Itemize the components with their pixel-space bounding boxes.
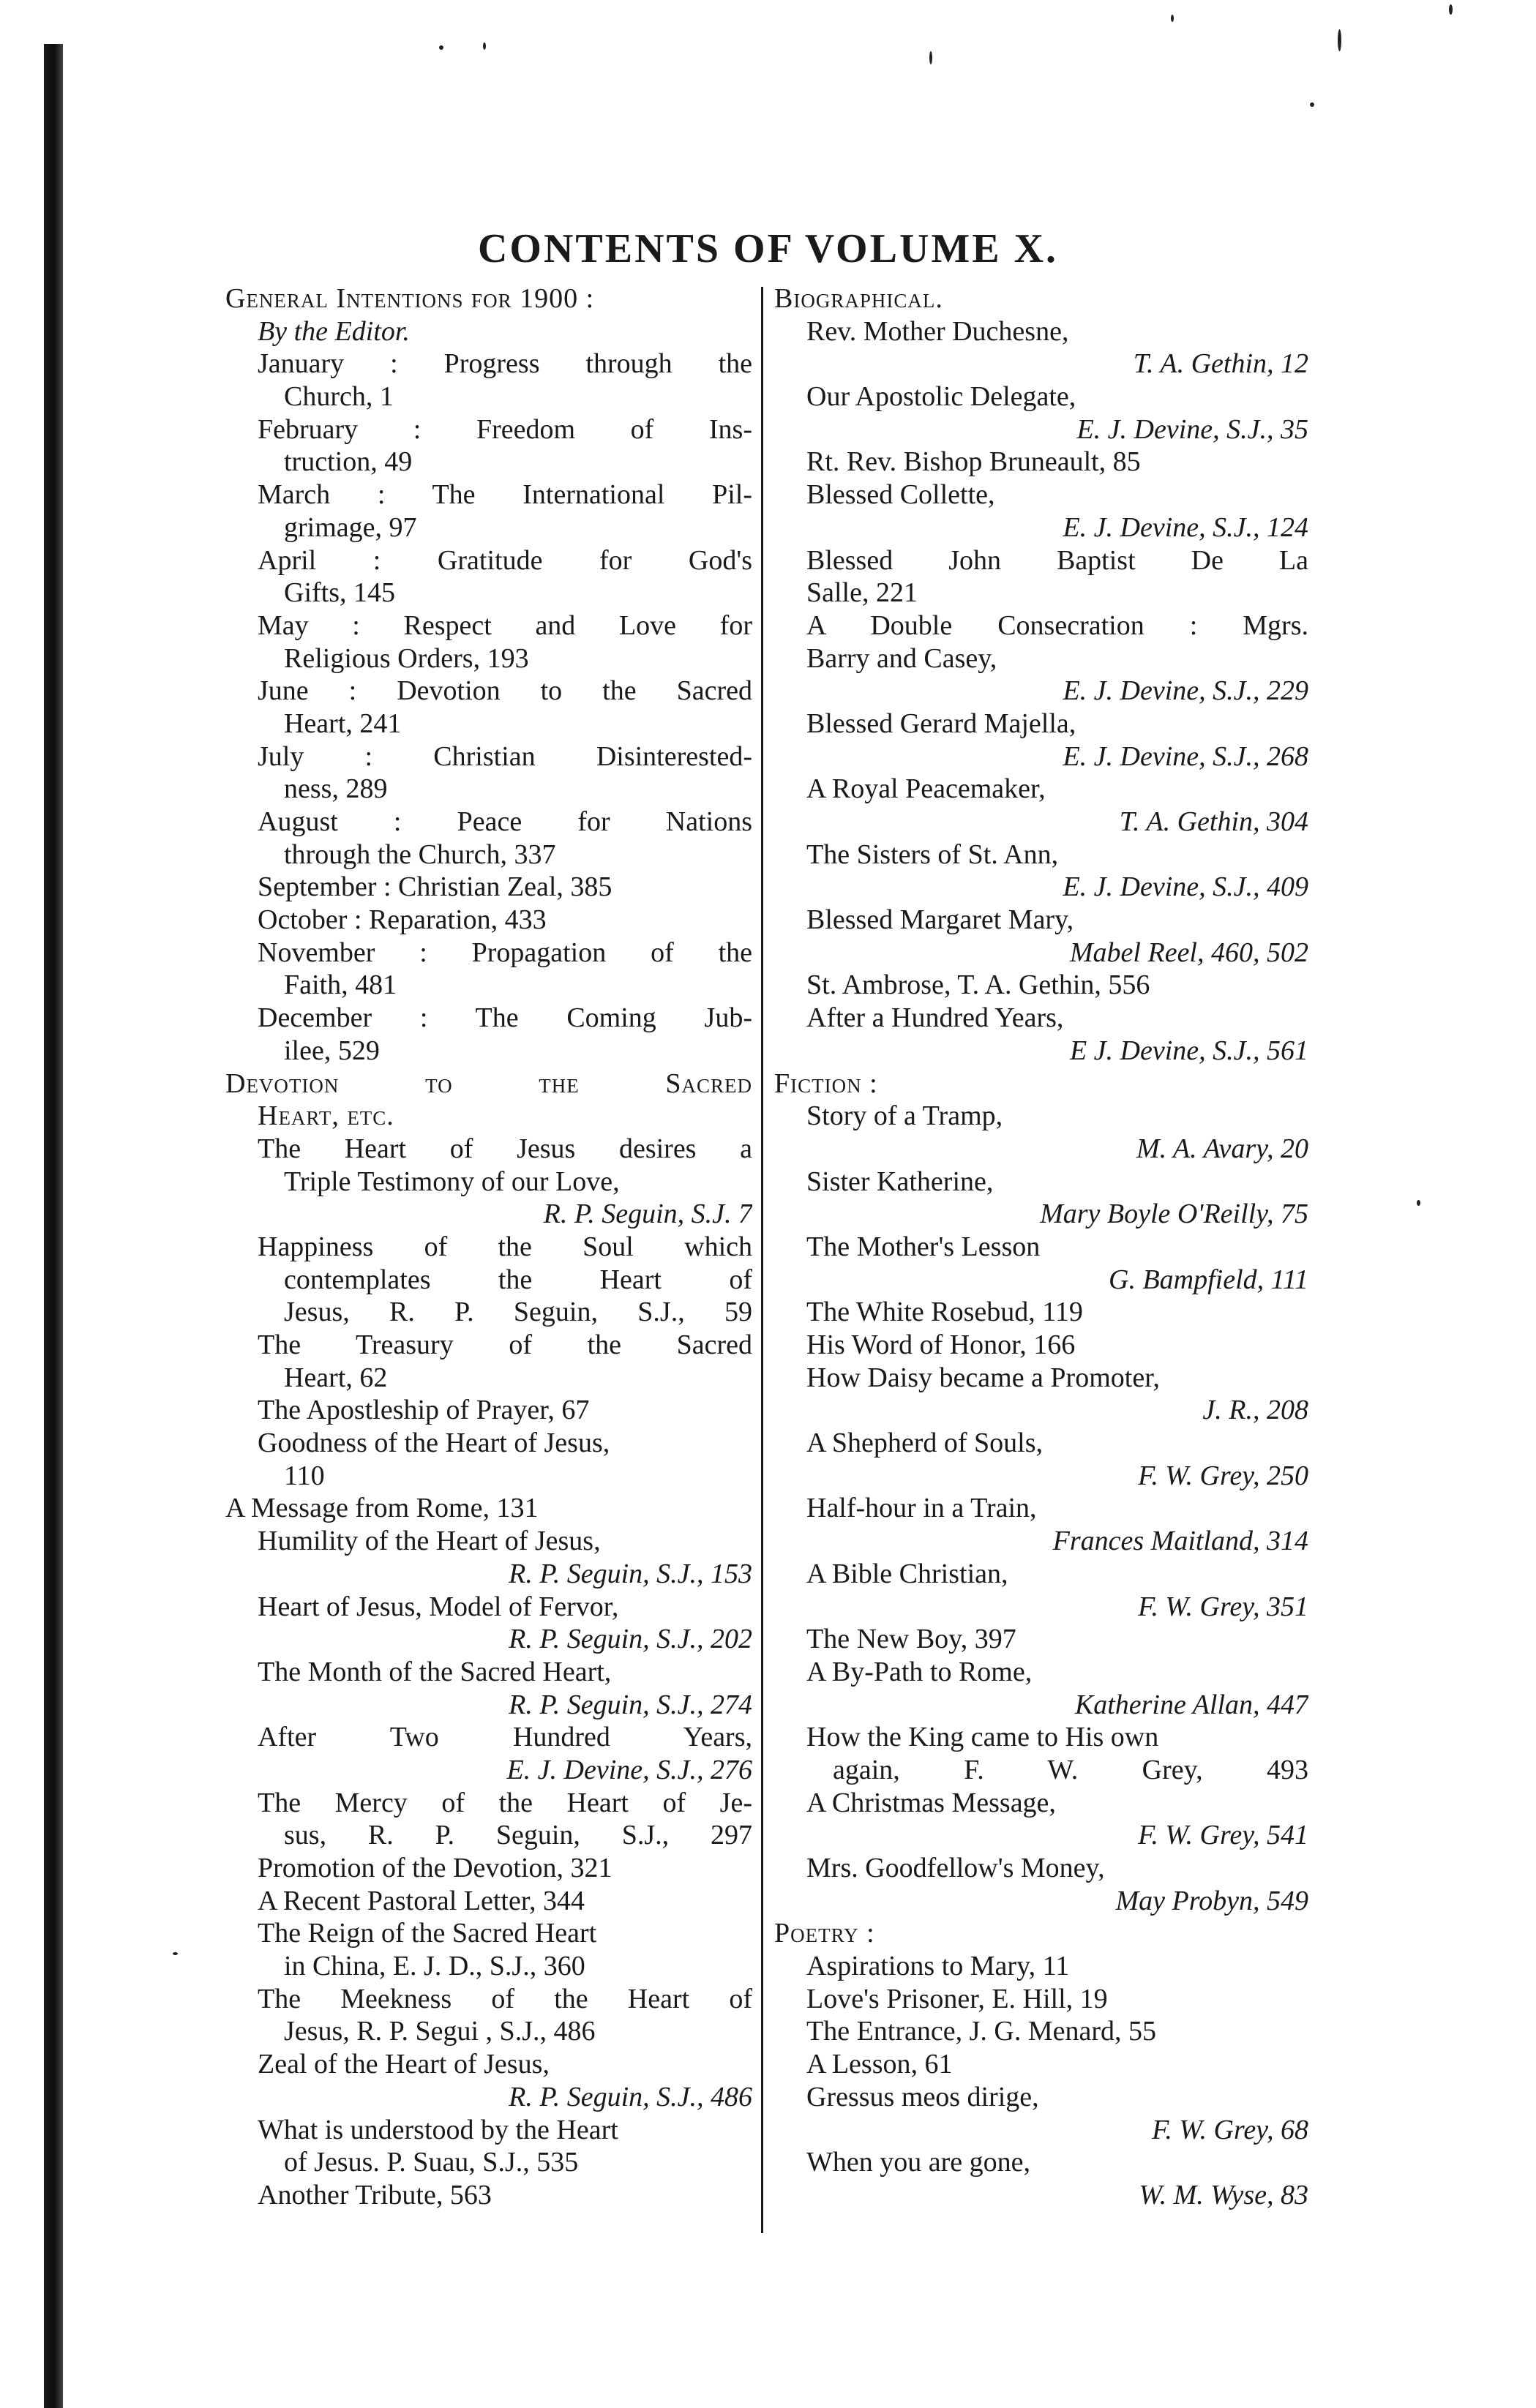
contents-line: contemplates the Heart of (284, 1264, 752, 1295)
contents-line: June : Devotion to the Sacred (258, 675, 752, 707)
contents-column-right (774, 282, 1308, 2212)
contents-line: M. A. Avary, 20 (1136, 1133, 1308, 1164)
contents-line: The Mother's Lesson (806, 1231, 1041, 1262)
contents-line: Zeal of the Heart of Jesus, (258, 2049, 550, 2080)
contents-line: November : Propagation of the (258, 937, 752, 968)
contents-line: R. P. Seguin, S.J., 153 (509, 1558, 752, 1589)
contents-line: March : The International Pil- (258, 479, 752, 511)
contents-line: E. J. Devine, S.J., 229 (1063, 675, 1308, 707)
contents-line: sus, R. P. Seguin, S.J., 297 (284, 1820, 752, 1851)
print-speck (929, 51, 932, 64)
contents-line: Sister Katherine, (806, 1166, 994, 1197)
contents-line: A By-Path to Rome, (806, 1656, 1033, 1687)
contents-line: The Heart of Jesus desires a (258, 1133, 752, 1164)
contents-line: The Mercy of the Heart of Je- (258, 1787, 752, 1818)
contents-line: Gressus meos dirige, (806, 2081, 1039, 2112)
contents-line: The Sisters of St. Ann, (806, 839, 1059, 870)
contents-line: of Jesus. P. Suau, S.J., 535 (284, 2147, 579, 2178)
contents-line: A Double Consecration : Mgrs. (806, 609, 1308, 641)
contents-line: After Two Hundred Years, (258, 1722, 752, 1753)
contents-line: May : Respect and Love for (258, 609, 752, 641)
contents-line: The Month of the Sacred Heart, (258, 1656, 612, 1687)
contents-line: Promotion of the Devotion, 321 (258, 1853, 612, 1883)
contents-line: Heart, 241 (284, 708, 402, 739)
contents-line: April : Gratitude for God's (258, 544, 752, 576)
print-speck (1417, 1200, 1420, 1206)
contents-line: T. A. Gethin, 304 (1119, 806, 1308, 837)
contents-line: Blessed Margaret Mary, (806, 904, 1074, 936)
contents-line: R. P. Seguin, S.J., 202 (509, 1624, 752, 1655)
print-speck (439, 45, 443, 50)
contents-line: Blessed Gerard Majella, (806, 708, 1076, 739)
contents-line: Half-hour in a Train, (806, 1493, 1037, 1524)
contents-line: Happiness of the Soul which (258, 1231, 752, 1262)
contents-line: Heart of Jesus, Model of Fervor, (258, 1591, 619, 1622)
contents-line: By the Editor. (258, 315, 410, 347)
contents-line: E. J. Devine, S.J., 268 (1063, 740, 1308, 772)
binding-edge (44, 44, 63, 2408)
contents-line: A Bible Christian, (806, 1558, 1008, 1589)
contents-line: Poetry : (774, 1918, 875, 1949)
contents-line: Heart, etc. (258, 1100, 394, 1132)
contents-line: Jesus, R. P. Seguin, S.J., 59 (284, 1297, 752, 1328)
contents-line: His Word of Honor, 166 (806, 1329, 1076, 1360)
contents-line: F. W. Grey, 68 (1152, 2114, 1308, 2145)
contents-line: Story of a Tramp, (806, 1100, 1003, 1132)
contents-line: A Royal Peacemaker, (806, 773, 1046, 805)
contents-line: Mabel Reel, 460, 502 (1069, 937, 1308, 968)
contents-line: A Lesson, 61 (806, 2049, 953, 2080)
contents-line: After a Hundred Years, (806, 1002, 1064, 1034)
contents-line: E. J. Devine, S.J., 124 (1063, 511, 1308, 543)
contents-line: A Recent Pastoral Letter, 344 (258, 1885, 585, 1916)
print-speck (173, 1952, 178, 1955)
contents-line: The New Boy, 397 (806, 1624, 1016, 1655)
contents-line: A Message from Rome, 131 (225, 1493, 539, 1524)
print-speck (1171, 15, 1174, 22)
contents-line: St. Ambrose, T. A. Gethin, 556 (806, 969, 1150, 1001)
contents-line: How the King came to His own (806, 1722, 1159, 1753)
contents-line: Biographical. (774, 283, 943, 314)
contents-line: The Meekness of the Heart of (258, 1983, 752, 2014)
contents-line: January : Progress through the (258, 348, 752, 380)
contents-line: Goodness of the Heart of Jesus, (258, 1428, 610, 1459)
contents-line: The Treasury of the Sacred (258, 1329, 752, 1360)
contents-line: F. W. Grey, 250 (1138, 1460, 1308, 1491)
contents-line: The White Rosebud, 119 (806, 1297, 1083, 1328)
contents-line: When you are gone, (806, 2147, 1030, 2178)
contents-line: General Intentions for 1900 : (225, 283, 595, 314)
print-speck (483, 42, 486, 50)
contents-line: A Shepherd of Souls, (806, 1428, 1043, 1459)
contents-line: December : The Coming Jub- (258, 1002, 752, 1034)
contents-line: G. Bampfield, 111 (1109, 1264, 1308, 1295)
contents-line: E. J. Devine, S.J., 35 (1076, 413, 1308, 445)
contents-line: Blessed John Baptist De La (806, 544, 1308, 576)
contents-line: Heart, 62 (284, 1362, 388, 1393)
contents-line: Mrs. Goodfellow's Money, (806, 1853, 1105, 1883)
print-speck (1310, 102, 1314, 107)
contents-line: Blessed Collette, (806, 479, 995, 511)
contents-line: F. W. Grey, 541 (1138, 1820, 1308, 1851)
contents-line: August : Peace for Nations (258, 806, 752, 837)
contents-line: Katherine Allan, 447 (1074, 1689, 1308, 1720)
contents-line: Salle, 221 (806, 577, 918, 609)
page-title: CONTENTS OF VOLUME X. (477, 225, 1059, 271)
contents-line: again, F. W. Grey, 493 (833, 1754, 1308, 1785)
contents-line: The Entrance, J. G. Menard, 55 (806, 2016, 1157, 2047)
contents-line: Church, 1 (284, 381, 394, 413)
contents-line: Frances Maitland, 314 (1052, 1526, 1308, 1557)
contents-line: September : Christian Zeal, 385 (258, 871, 612, 903)
print-speck (1338, 29, 1341, 51)
print-speck (1449, 4, 1453, 15)
contents-line: Rt. Rev. Bishop Bruneault, 85 (806, 446, 1141, 478)
contents-line: E. J. Devine, S.J., 276 (506, 1754, 752, 1785)
contents-line: in China, E. J. D., S.J., 360 (284, 1951, 585, 1982)
contents-line: Aspirations to Mary, 11 (806, 1951, 1070, 1982)
contents-line: A Christmas Message, (806, 1787, 1056, 1818)
contents-line: Fiction : (774, 1068, 878, 1099)
contents-line: T. A. Gethin, 12 (1133, 348, 1308, 380)
contents-line: F. W. Grey, 351 (1138, 1591, 1308, 1622)
contents-line: February : Freedom of Ins- (258, 413, 752, 445)
contents-line: Our Apostolic Delegate, (806, 381, 1076, 413)
column-divider (761, 287, 763, 2233)
contents-line: Triple Testimony of our Love, (284, 1166, 620, 1197)
contents-line: Humility of the Heart of Jesus, (258, 1526, 601, 1557)
contents-line: Love's Prisoner, E. Hill, 19 (806, 1983, 1108, 2014)
contents-line: Religious Orders, 193 (284, 642, 529, 674)
contents-line: E J. Devine, S.J., 561 (1069, 1035, 1308, 1066)
contents-line: Faith, 481 (284, 969, 397, 1001)
contents-line: truction, 49 (284, 446, 413, 478)
contents-line: July : Christian Disinterested- (258, 740, 752, 772)
contents-line: Rev. Mother Duchesne, (806, 315, 1069, 347)
contents-line: J. R., 208 (1202, 1395, 1308, 1426)
contents-line: How Daisy became a Promoter, (806, 1362, 1160, 1393)
contents-line: The Apostleship of Prayer, 67 (258, 1395, 590, 1426)
contents-line: R. P. Seguin, S.J., 274 (509, 1689, 752, 1720)
contents-line: Barry and Casey, (806, 642, 997, 674)
contents-column-left (225, 282, 752, 2212)
contents-line: through the Church, 337 (284, 839, 556, 870)
contents-line: Another Tribute, 563 (258, 2179, 492, 2210)
contents-line: ilee, 529 (284, 1035, 380, 1066)
contents-line: 110 (284, 1460, 325, 1491)
contents-line: Devotion to the Sacred (225, 1068, 752, 1099)
contents-line: R. P. Seguin, S.J. 7 (543, 1199, 752, 1230)
contents-line: What is understood by the Heart (258, 2114, 618, 2145)
contents-line: ness, 289 (284, 773, 388, 805)
contents-line: October : Reparation, 433 (258, 904, 547, 936)
contents-line: Mary Boyle O'Reilly, 75 (1040, 1199, 1308, 1230)
contents-line: grimage, 97 (284, 511, 417, 543)
contents-line: The Reign of the Sacred Heart (258, 1918, 597, 1949)
contents-line: E. J. Devine, S.J., 409 (1063, 871, 1308, 903)
contents-line: May Probyn, 549 (1115, 1885, 1308, 1916)
contents-line: R. P. Seguin, S.J., 486 (509, 2081, 752, 2112)
contents-line: Jesus, R. P. Segui , S.J., 486 (284, 2016, 596, 2047)
contents-line: Gifts, 145 (284, 577, 395, 609)
contents-line: W. M. Wyse, 83 (1139, 2179, 1308, 2210)
